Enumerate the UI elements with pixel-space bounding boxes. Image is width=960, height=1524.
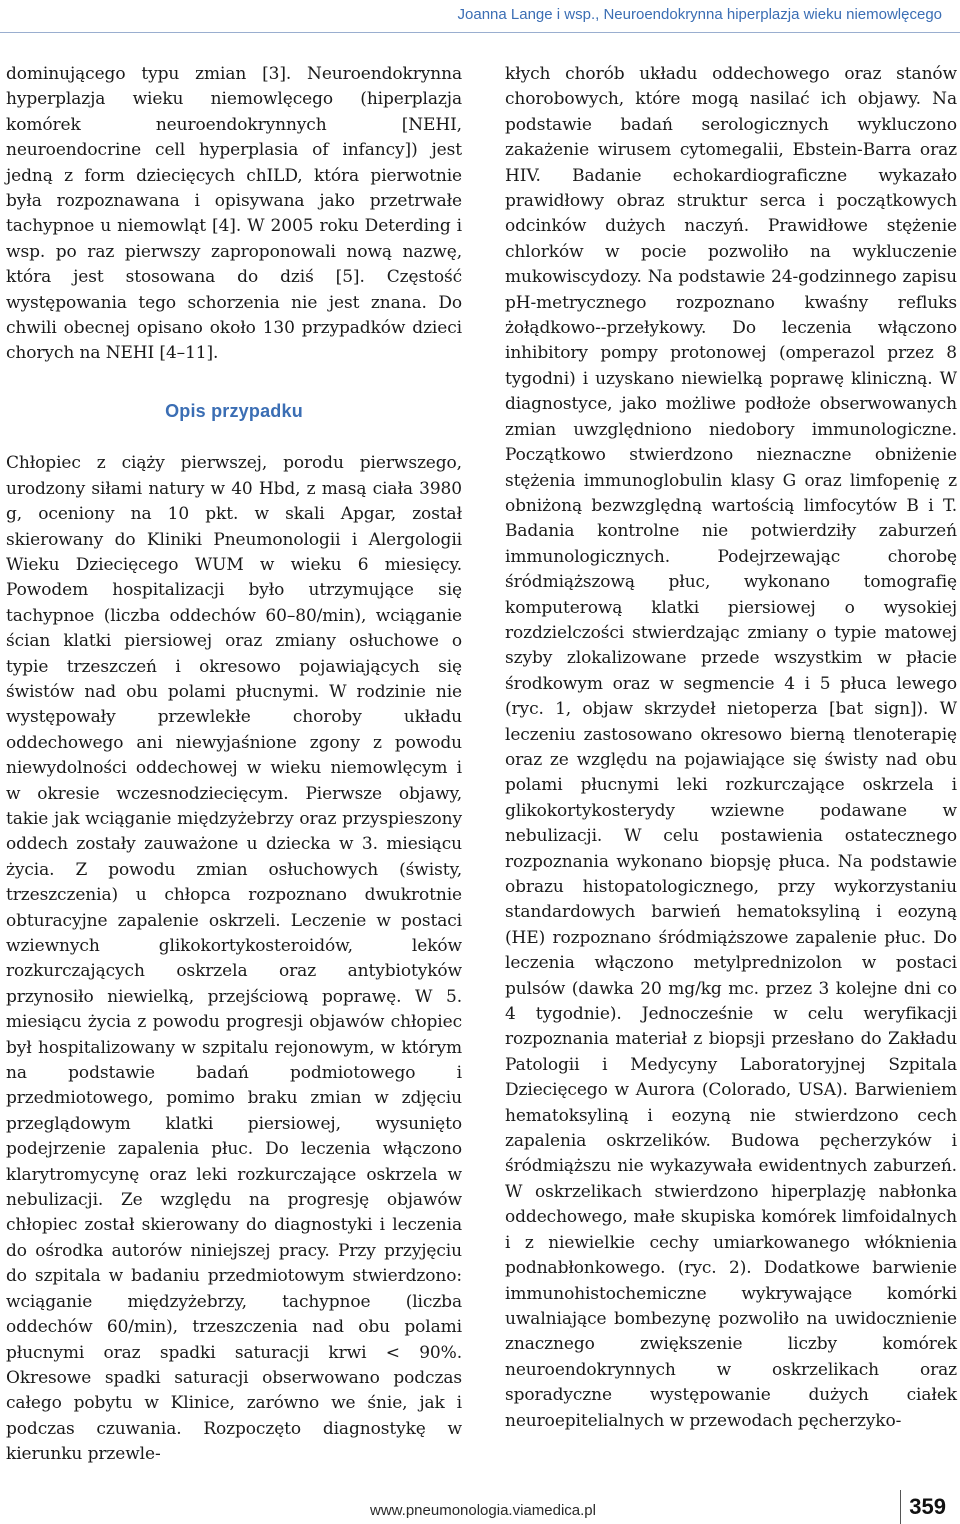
running-header: Joanna Lange i wsp., Neuroendokrynna hiperplazja wieku niemowlęcego [457,6,942,23]
page-number: 359 [909,1494,946,1519]
right-column [505,62,957,1434]
case-description-paragraph: Chłopiec z ciąży pierwszej, porodu pierwszego, urodzony siłami natury w 40 Hbd, z masą ciała 3980 g, oceniony na 10 pkt. w skali Apgar, został skierowany do Kliniki Pneumonologii i Alergologii Wieku Dziecięcego WUM w wieku 6 miesięcy. Powodem hospitalizacji było utrzymujące się tachypnoe (liczba oddechów 60–80/min), wciąganie ścian klatki piersiowej oraz zmiany osłuchowe o typie trzeszczeń i okresowo pojawiających się świstów nad obu polami płucnymi. W rodzinie nie występowały przewlekłe choroby układu oddechowego ani niewyjaśnione zgony z powodu niewydolności oddechowej w wieku niemowlęcym i w okresie wczesnodziecięcym. Pierwsze objawy, takie jak wciąganie międzyżebrzy oraz przyspieszony oddech zostały zauważone u dziecka w 3. miesiącu życia. Z powodu zmian osłuchowych (świsty, trzeszczenia) u chłopca rozpoznano dwukrotnie obturacyjne zapalenie oskrzeli. Leczenie w postaci wziewnych glikokortykosteroidów, leków rozkurczających oskrzela oraz antybiotyków przynosiło niewielką, przejściową poprawę. W 5. miesiącu życia z powodu progresji objawów chłopiec był hospitalizowany w szpitalu rejonowym, w którym na podstawie badań podmiotowego i przedmiotowego, pomimo braku zmian w zdjęciu przeglądowym klatki piersiowej, wysunięto podejrzenie zapalenia płuc. Do leczenia włączono klarytromycynę oraz leki rozkurczające oskrzela w nebulizacji. Ze względu na progresję objawów chłopiec został skierowany do diagnostyki i leczenia do ośrodka autorów niniejszej pracy. Przy przyjęciu do szpitala w badaniu przedmiotowym stwierdzono: wciąganie międzyżebrzy, tachypnoe (liczba oddechów 60/min), trzeszczenia nad obu polami płucnymi oraz spadki saturacji krwi < 90%. Okresowe spadki saturacji obserwowano podczas całego pobytu w Klinice, zarówno we śnie, jak i podczas czuwania. Rozpoczęto diagnostykę w kierunku przewle- [6,453,462,1465]
left-column [0,62,462,1468]
intro-paragraph: dominującego typu zmian [3]. Neuroendokrynna hyperplazja wieku niemowlęcego (hiperplazja komórek neuroendokrynnych [NEHI, neuroendocrine cell hyperplasia of infancy]) jest jedną z form dziecięcych chILD, która pierwotnie była rozpoznawana i opisywana jako przetrwałe tachypnoe u niemowląt [4]. W 2005 roku Deterding i wsp. po raz pierwszy zaproponowali nową nazwę, która jest stosowana do dziś [5]. Częstość występowania tego schorzenia nie jest znana. Do chwili obecnej opisano około 130 przypadków dzieci chorych na NEHI [4–11]. [6,64,462,364]
right-column-paragraph: kłych chorób układu oddechowego oraz stanów chorobowych, które mogą nasilać ich objawy. Na podstawie badań serologicznych wykluczono zakażenie wirusem cytomegalii, Ebstein-Barra oraz HIV. Badanie echokardiograficzne wykazało prawidłowy obraz struktur serca i początkowych odcinków dużych naczyń. Prawidłowe stężenie chlorków w pocie pozwoliło na wykluczenie mukowiscydozy. Na podstawie 24-godzinnego zapisu pH-metrycznego rozpoznano kwaśny refluks żołądkowo--przełykowy. Do leczenia włączono inhibitory pompy protonowej (omperazol przez 8 tygodni) i uzyskano niewielką poprawę kliniczną. W diagnostyce, jako możliwe podłoże obserwowanych zmian uwzględniono niedobory immunologiczne. Początkowo stwierdzono nieznaczne obniżenie stężenia immunoglobulin klasy G oraz limfopenię z obniżoną bezwzględną wartością limfocytów B i T. Badania kontrolne nie potwierdziły zaburzeń immunologicznych. Podejrzewając chorobę śródmiąższową płuc, wykonano tomografię komputerową klatki piersiowej o wysokiej rozdzielczości stwierdzając zmiany o typie matowej szyby zlokalizowane przede wszystkim w płacie środkowym oraz w segmencie 4 i 5 płuca lewego (ryc. 1, objaw skrzydeł nietoperza [bat sign]). W leczeniu zastosowano okresowo bierną tlenoterapię oraz ze względu na pojawiające się świsty nad obu polami płucnymi leki rozkurczające oskrzela i glikokortykosterydy wziewne podawane w nebulizacji. W celu postawienia ostatecznego rozpoznania wykonano biopsję płuca. Na podstawie obrazu histopatologicznego, przy wykorzystaniu standardowych barwień hematoksyliną i eozyną (HE) rozpoznano śródmiąższowe zapalenie płuc. Do leczenia włączono metylprednizolon w postaci pulsów (dawka 20 mg/kg mc. przez 3 kolejne dni co 4 tygodnie). Jednocześnie w celu weryfikacji rozpoznania materiał z biopsji przesłano do Zakładu Patologii i Medycyny Laboratoryjnej Szpitala Dziecięcego w Aurora (Colorado, USA). Barwieniem hematoksyliną i eozyną nie stwierdzono cech zapalenia oskrzelików. Budowa pęcherzyków i śródmiąższu nie wykazywała ewidentnych zaburzeń. W oskrzelikach stwierdzono hiperplazję nabłonka oddechowego, małe skupiska komórek limfoidalnych i z niewielkie cechy umiarkowanego włóknienia podnabłonkowego. (ryc. 2). Dodatkowe barwienie immunohistochemiczne wykrywające komórki uwalniające bombezynę pozwoliło na uwidocznienie znacznego zwiększenie liczby komórek neuroendokrynnych w oskrzelikach oraz sporadyczne występowanie dużych ciałek neuroepitelialnych w przewodach pęcherzyko- [505,64,957,1431]
footer-divider [900,1490,901,1524]
footer-url: www.pneumonologia.viamedica.pl [370,1502,596,1519]
header-divider [0,32,960,33]
section-heading: Opis przypadku [165,400,303,421]
